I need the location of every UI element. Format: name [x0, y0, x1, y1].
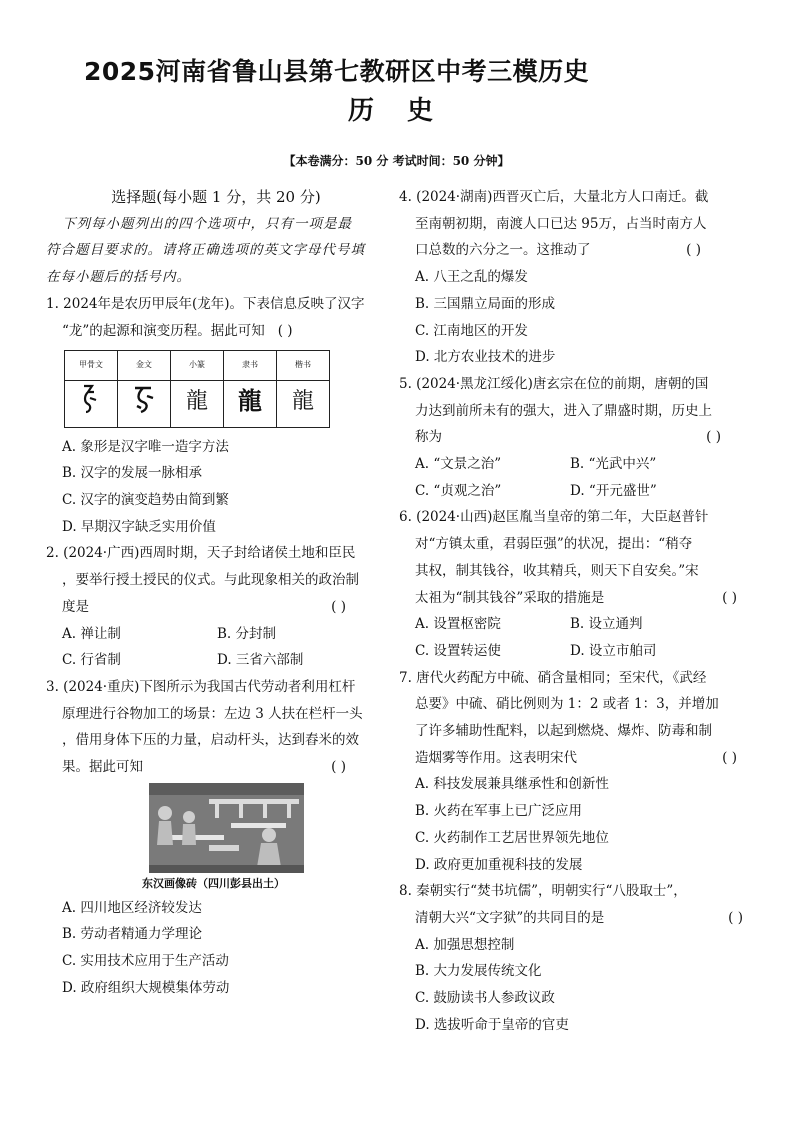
option-a: A. 设置枢密院 [415, 616, 501, 633]
option-c: C. 江南地区的开发 [415, 322, 528, 339]
question-text: 4. (2024·湖南)西晋灭亡后，大量北方人口南迁。截 [399, 189, 709, 205]
question-text: 了许多辅助性配料，以起到燃烧、爆炸、防毒和制 [415, 723, 712, 740]
table-header: 隶书 [224, 351, 277, 381]
rice-pounding-scene-icon [149, 783, 304, 873]
question-text: 对“方镇太重，君弱臣强”的状况，提出：“稍夺 [415, 536, 693, 553]
answer-bracket: ( ) [722, 749, 737, 766]
option-c: C. “贞观之治” [415, 482, 502, 499]
question-5 [399, 371, 751, 505]
score-info: 【本卷满分：50 分 考试时间：50 分钟】 [283, 154, 510, 168]
option-b: B. 分封制 [217, 625, 277, 642]
question-6 [399, 504, 751, 664]
question-8 [399, 878, 751, 1038]
table-header: 小篆 [171, 351, 224, 381]
answer-bracket: ( ) [728, 909, 743, 926]
options-row [46, 621, 386, 648]
question-text-part: 果。据此可知 [62, 759, 143, 776]
option-b: B. 汉字的发展一脉相承 [62, 465, 203, 482]
question-text: 其权，制其钱谷，收其精兵，则天下自安矣。”宋 [415, 562, 699, 579]
answer-bracket: ( ) [331, 759, 346, 776]
option-c: C. 设置转运使 [415, 642, 501, 659]
answer-bracket: ( ) [686, 242, 701, 259]
answer-bracket: ( ) [277, 322, 293, 339]
option-c: C. 行省制 [62, 652, 121, 669]
question-text-part: 造烟雾等作用。这表明宋代 [415, 749, 577, 766]
question-2 [46, 540, 386, 674]
page-title: 2025河南省鲁山县第七教研区中考三模历史 [84, 57, 590, 86]
question-text: 原理进行谷物加工的场景：左边 3 人扶在栏杆一头 [62, 705, 363, 722]
options-row [399, 478, 751, 505]
han-brick-relief-image [149, 783, 304, 873]
question-text: 3. (2024·重庆)下图所示为我国古代劳动者利用杠杆 [46, 678, 356, 695]
question-text [399, 237, 751, 264]
left-column [46, 184, 386, 1002]
question-text [399, 424, 751, 451]
regular-dragon-glyph: 龍 [277, 380, 330, 427]
option-d: D. “开元盛世” [570, 482, 657, 499]
instruction-line: 符合题目要求的。请将正确选项的英文字母代号填 [46, 242, 365, 259]
table-header: 金文 [118, 351, 171, 381]
options-row [399, 451, 751, 478]
question-text: 1. 2024年是农历甲辰年(龙年)。下表信息反映了汉字 [46, 295, 365, 312]
option-a: A. 加强思想控制 [415, 936, 515, 953]
options-row [46, 647, 386, 674]
option-d: D. 政府组织大规模集体劳动 [62, 979, 230, 996]
option-d: D. 设立市舶司 [570, 642, 657, 659]
table-header: 甲骨文 [65, 351, 118, 381]
option-d: D. 选拔听命于皇帝的官吏 [415, 1016, 569, 1033]
question-text [46, 594, 386, 621]
options-row [399, 638, 751, 665]
question-text-part: 太祖为“制其钱谷”采取的措施是 [415, 589, 605, 606]
option-b: B. 劳动者精通力学理论 [62, 926, 203, 943]
option-a: A. 象形是汉字唯一造字方法 [62, 438, 229, 455]
question-3 [46, 674, 386, 1002]
question-text-part: 度是 [62, 598, 89, 615]
option-d: D. 政府更加重视科技的发展 [415, 856, 583, 873]
options-row [399, 611, 751, 638]
question-text: 8. 秦朝实行“焚书坑儒”，明朝实行“八股取士”， [399, 883, 687, 900]
option-b: B. 火药在军事上已广泛应用 [415, 803, 583, 820]
question-text [46, 318, 386, 345]
option-d: D. 北方农业技术的进步 [415, 349, 556, 366]
question-4 [399, 184, 751, 371]
option-d: D. 早期汉字缺乏实用价值 [62, 518, 216, 535]
option-a: A. 四川地区经济较发达 [62, 899, 202, 916]
question-text [399, 905, 751, 932]
question-text: 6. (2024·山西)赵匡胤当皇帝的第二年，大臣赵普针 [399, 509, 709, 526]
question-text [399, 745, 751, 772]
instruction-line: 下列每小题列出的四个选项中，只有一项是最 [62, 215, 352, 232]
option-d: D. 三省六部制 [217, 652, 304, 669]
option-a: A. 八王之乱的爆发 [415, 269, 528, 286]
subject-title: 历 史 [347, 96, 446, 126]
question-text: 力达到前所未有的强大，进入了鼎盛时期，历史上 [415, 402, 712, 419]
dragon-script-table [64, 350, 330, 427]
option-b: B. 设立通判 [570, 616, 643, 633]
option-c: C. 实用技术应用于生产活动 [62, 953, 229, 970]
option-a: A. 禅让制 [62, 625, 121, 642]
option-c: C. 火药制作工艺居世界领先地位 [415, 829, 609, 846]
question-1 [46, 291, 386, 541]
question-text-part: 清朝大兴“文字狱”的共同目的是 [415, 909, 605, 926]
answer-bracket: ( ) [722, 589, 737, 606]
bronze-dragon-icon [129, 382, 159, 416]
section-heading: 选择题(每小题 1 分，共 20 分) [111, 188, 321, 206]
question-text: 5. (2024·黑龙江绥化)唐玄宗在位的前期，唐朝的国 [399, 375, 709, 392]
table-header: 楷书 [277, 351, 330, 381]
instruction-line: 在每小题后的括号内。 [46, 269, 191, 286]
question-text-part: 口总数的六分之一。这推动了 [415, 242, 591, 259]
option-c: C. 鼓励读书人参政议政 [415, 990, 555, 1007]
question-text [399, 585, 751, 612]
answer-bracket: ( ) [331, 598, 346, 615]
question-text [46, 754, 386, 781]
right-column [399, 184, 751, 1039]
question-7 [399, 665, 751, 879]
clerical-dragon-glyph: 龍 [224, 380, 277, 427]
bronze-dragon-glyph [118, 380, 171, 427]
option-a: A. “文景之治” [415, 456, 502, 473]
question-text: 至南朝初期，南渡人口已达 95万，占当时南方人 [415, 215, 707, 232]
question-text-part: “龙”的起源和演变历程。据此可知 [62, 322, 265, 339]
answer-bracket: ( ) [706, 429, 721, 446]
option-c: C. 汉字的演变趋势由简到繁 [62, 492, 229, 509]
question-text: 7. 唐代火药配方中硫、硝含量相同；至宋代，《武经 [399, 669, 707, 686]
question-text: 总要》中硫、硝比例则为 1：2 或者 1：3，并增加 [415, 696, 719, 713]
option-a: A. 科技发展兼具继承性和创新性 [415, 776, 609, 793]
question-text: ，要举行授土授民的仪式。与此现象相关的政治制 [62, 572, 359, 589]
option-b: B. 三国鼎立局面的形成 [415, 295, 556, 312]
question-text: 2. (2024·广西)西周时期，天子封给诸侯土地和臣民 [46, 545, 356, 562]
oracle-bone-dragon-glyph [65, 380, 118, 427]
question-text: ，借用身体下压的力量，启动杆头，达到舂米的效 [62, 732, 359, 749]
question-text-part: 称为 [415, 429, 442, 446]
option-b: B. 大力发展传统文化 [415, 963, 542, 980]
oracle-bone-dragon-icon [76, 382, 106, 416]
seal-dragon-glyph: 龍 [171, 380, 224, 427]
option-b: B. “光武中兴” [570, 456, 657, 473]
figure-caption: 东汉画像砖（四川彭县出土） [142, 876, 285, 890]
